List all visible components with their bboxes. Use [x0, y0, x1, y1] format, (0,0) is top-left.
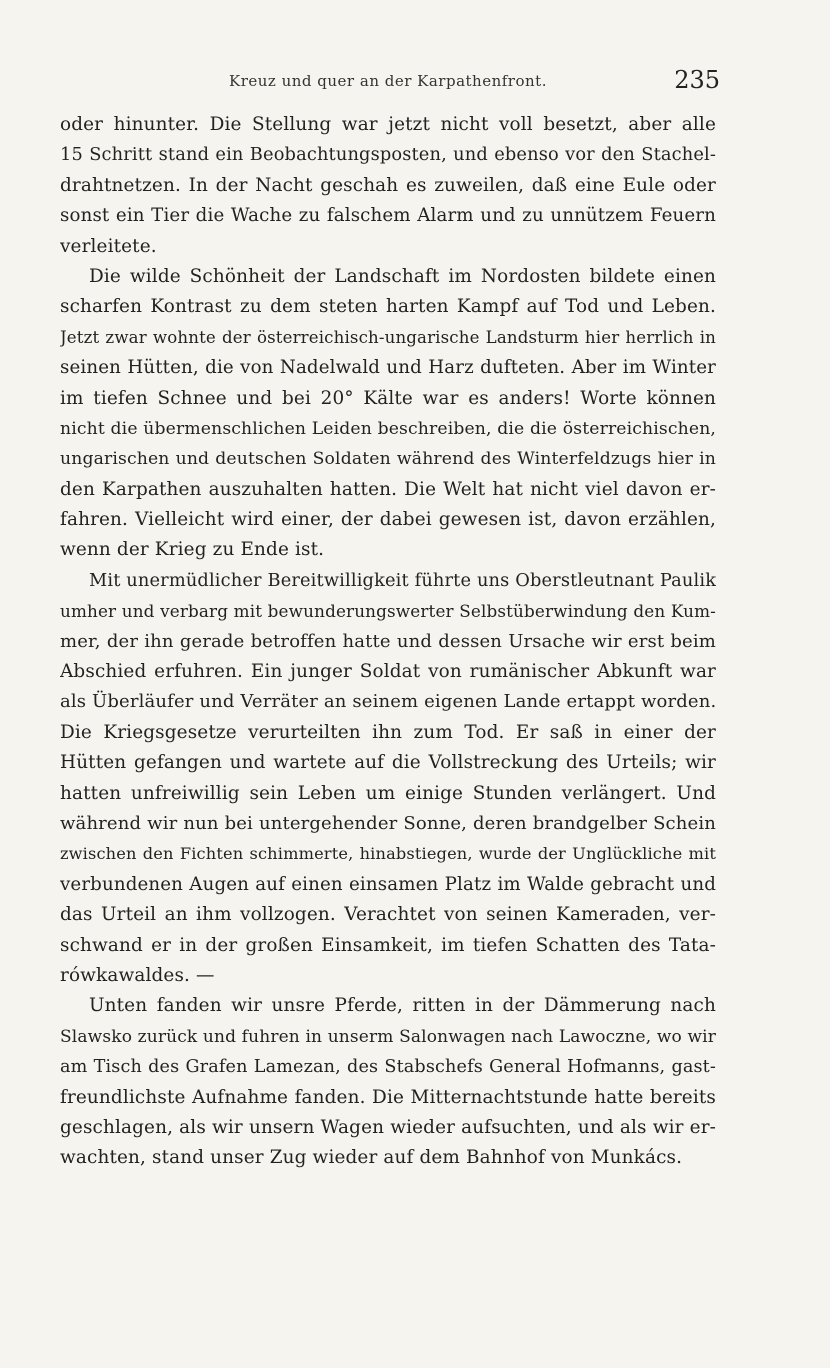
text-line: Abschied erfuhren. Ein junger Soldat von rumänischer Abkunft war: [60, 661, 716, 683]
text-line: drahtnetzen. In der Nacht geschah es zuweilen, daß eine Eule oder: [60, 174, 716, 196]
text-line: am Tisch des Grafen Lamezan, des Stabschefs General Hofmanns, gast-: [60, 1057, 716, 1078]
text-line: im tiefen Schnee und bei 20° Kälte war es anders! Worte können: [60, 387, 716, 409]
text-line: fahren. Vielleicht wird einer, der dabei gewesen ist, davon erzählen,: [60, 509, 716, 531]
text-line: den Karpathen auszuhalten hatten. Die Welt hat nicht viel davon er-: [60, 478, 716, 500]
text-line: Die Kriegsgesetze verurteilten ihn zum Tod. Er saß in einer der: [60, 721, 716, 743]
running-head: [60, 66, 720, 100]
text-line: nicht die übermenschlichen Leiden beschreiben, die die österreichischen,: [60, 418, 716, 439]
text-line: Jetzt zwar wohnte der österreichisch-ungarische Landsturm hier herrlich in: [60, 327, 716, 347]
text-line: 15 Schritt stand ein Beobachtungsposten, und ebenso vor den Stachel-: [60, 144, 716, 166]
text-line: wenn der Krieg zu Ende ist.: [60, 539, 325, 561]
text-line: Die wilde Schönheit der Landschaft im Nordosten bildete einen: [89, 265, 716, 287]
running-title: Kreuz und quer an der Karpathenfront.: [229, 72, 547, 90]
text-line: verbundenen Augen auf einen einsamen Platz im Walde gebracht und: [60, 873, 716, 895]
text-line: hatten unfreiwillig sein Leben um einige Stunden verlängert. Und: [60, 782, 716, 804]
text-line: Unten fanden wir unsre Pferde, ritten in der Dämmerung nach: [89, 995, 716, 1017]
text-line: verleitete.: [60, 235, 157, 257]
text-line: wachten, stand unser Zug wieder auf dem Bahnhof von Munkács.: [60, 1147, 683, 1169]
text-line: Slawsko zurück und fuhren in unserm Salonwagen nach Lawoczne, wo wir: [60, 1026, 716, 1047]
text-line: ungarischen und deutschen Soldaten während des Winterfeldzugs hier in: [60, 449, 716, 470]
text-line: scharfen Kontrast zu dem steten harten Kampf auf Tod und Leben.: [60, 296, 716, 318]
text-line: rówkawaldes. —: [60, 964, 215, 986]
text-line: Mit unermüdlicher Bereitwilligkeit führte uns Oberstleutnant Paulik: [89, 569, 716, 591]
text-line: das Urteil an ihm vollzogen. Verachtet von seinen Kameraden, ver-: [60, 904, 716, 926]
body-text: [60, 110, 716, 1174]
page-number: 235: [674, 66, 720, 94]
text-line: schwand er in der großen Einsamkeit, im tiefen Schatten des Tata-: [60, 934, 716, 956]
text-line: zwischen den Fichten schimmerte, hinabstiegen, wurde der Unglückliche mit: [60, 844, 716, 864]
text-line: mer, der ihn gerade betroffen hatte und dessen Ursache wir erst beim: [60, 630, 716, 652]
text-line: während wir nun bei untergehender Sonne, deren brandgelber Schein: [60, 812, 716, 834]
text-line: sonst ein Tier die Wache zu falschem Alarm und zu unnützem Feuern: [60, 205, 716, 227]
text-line: seinen Hütten, die von Nadelwald und Harz dufteten. Aber im Winter: [60, 357, 716, 379]
text-line: geschlagen, als wir unsern Wagen wieder aufsuchten, und als wir er-: [60, 1116, 716, 1138]
text-line: umher und verbarg mit bewunderungswerter Selbstüberwindung den Kum-: [60, 601, 716, 622]
text-line: freundlichste Aufnahme fanden. Die Mitternachtstunde hatte bereits: [60, 1086, 716, 1108]
text-line: Hütten gefangen und wartete auf die Vollstreckung des Urteils; wir: [60, 752, 716, 774]
text-line: als Überläufer und Verräter an seinem eigenen Lande ertappt worden.: [60, 691, 716, 713]
text-line: oder hinunter. Die Stellung war jetzt nicht voll besetzt, aber alle: [60, 114, 716, 135]
